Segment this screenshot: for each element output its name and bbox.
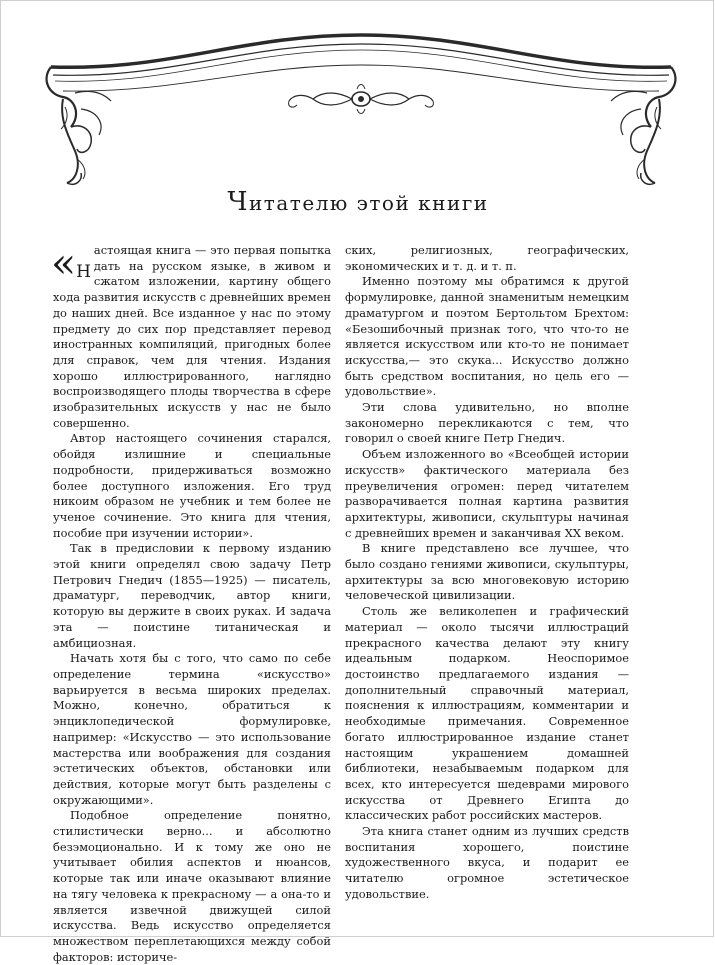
left-column bbox=[51, 239, 331, 965]
title-initial: Ч bbox=[227, 187, 249, 217]
paragraph: Эти слова удивительно, но вполне закономерно перекликаются с тем, что говорил о своей книге Петр Гнедич. bbox=[345, 400, 629, 446]
paragraph: В книге представлено все лучшее, что было создано гениями живописи, скульптуры, архитектуры за всю многовековую историю человеческой цивилизации. bbox=[345, 541, 629, 603]
drop-quote: « bbox=[51, 239, 77, 287]
baroque-frame-ornament-icon bbox=[41, 19, 681, 199]
page-title bbox=[1, 187, 715, 217]
paragraph: Эта книга станет одним из лучших средств воспитания хорошего, поистине художественного вкуса, и подарит ее читателю огромное эстетическое удовольствие. bbox=[345, 824, 629, 901]
drop-letter: Н bbox=[76, 262, 91, 282]
right-column bbox=[345, 243, 629, 903]
paragraph: Столь же великолепен и графический материал — около тысячи иллюстраций прекрасного качества делают эту книгу идеальным подарком. Неоспоримое достоинство предлагаемого издания — дополнительный справочный материал, пояснения к иллюстрациям, комментарии и необходимые примечания. Современное богато иллюстрированное издание станет настоящим украшением домашней библиотеки, незабываемым подарком для всех, кто интересуется шедеврами мирового искусства от Древнего Египта до классических работ российских мастеров. bbox=[345, 604, 629, 823]
title-rest: итателю этой книги bbox=[248, 191, 489, 215]
drop-cap bbox=[51, 239, 91, 289]
paragraph: Так в предисловии к первому изданию этой книги определял свою задачу Петр Петрович Гнедич (1855—1925) — писатель, драматург, переводчик, автор книги, которую вы держите в своих руках. И задача эта — поистине титаническая и амбициозная. bbox=[53, 541, 331, 650]
paragraph: Начать хотя бы с того, что само по себе определение термина «искусство» варьируется в весьма широких пределах. Можно, конечно, обратиться к энциклопедической формулировке, например: «Искусство — это использование мастерства или воображения для создания эстетических объектов, обстановки или действия, которые могут быть разделены с окружающими». bbox=[53, 651, 331, 807]
opening-paragraph bbox=[51, 239, 331, 431]
paragraph: Именно поэтому мы обратимся к другой формулировке, данной знаменитым немецким драматургом и поэтом Бертольтом Брехтом: «Безошибочный признак того, что что-то не является искусством или кто-то не понимает искусства,— это скука... Искусство должно быть средством воспитания, но цель его — удовольствие». bbox=[345, 274, 629, 399]
continued-paragraph: ских, религиозных, географических, экономических и т. д. и т. п. bbox=[345, 243, 629, 273]
paragraph: Автор настоящего сочинения старался, обойдя излишние и специальные подробности, придерживаться возможно более доступного изложения. Его труд никоим образом не учебник и тем более не ученое сочинение. Это книга для чтения, пособие при изучении истории». bbox=[53, 431, 331, 540]
opening-paragraph-text: астоящая книга — это первая попытка дать на русском языке, в живом и сжатом изложении, картину общего хода развития искусств с древнейших времен до наших дней. Все изданное у нас по этому предмету до сих пор представляет перевод иностранных компиляций, пригодных более для справок, чем для чтения. Издания хорошо иллюстрированного, наглядно воспроизводящего плоды творчества в сфере изобразительных искусств у нас не было совершенно. bbox=[53, 243, 331, 430]
paragraph: Подобное определение понятно, стилистически верно... и абсолютно безэмоционально. И к тому же оно не учитывает обилия аспектов и нюансов, которые так или иначе оказывают влияние на тягу человека к прекрасному — а она-то и является извечной движущей силой искусства. Ведь искусство определяется множеством переплетающихся между собой факторов: историче- bbox=[53, 808, 331, 964]
paragraph: Объем изложенного во «Всеобщей истории искусств» фактического материала без преувеличения огромен: перед читателем разворачивается полная картина развития архитектуры, живописи, скульптуры начиная с древнейших времен и заканчивая XX веком. bbox=[345, 447, 629, 540]
